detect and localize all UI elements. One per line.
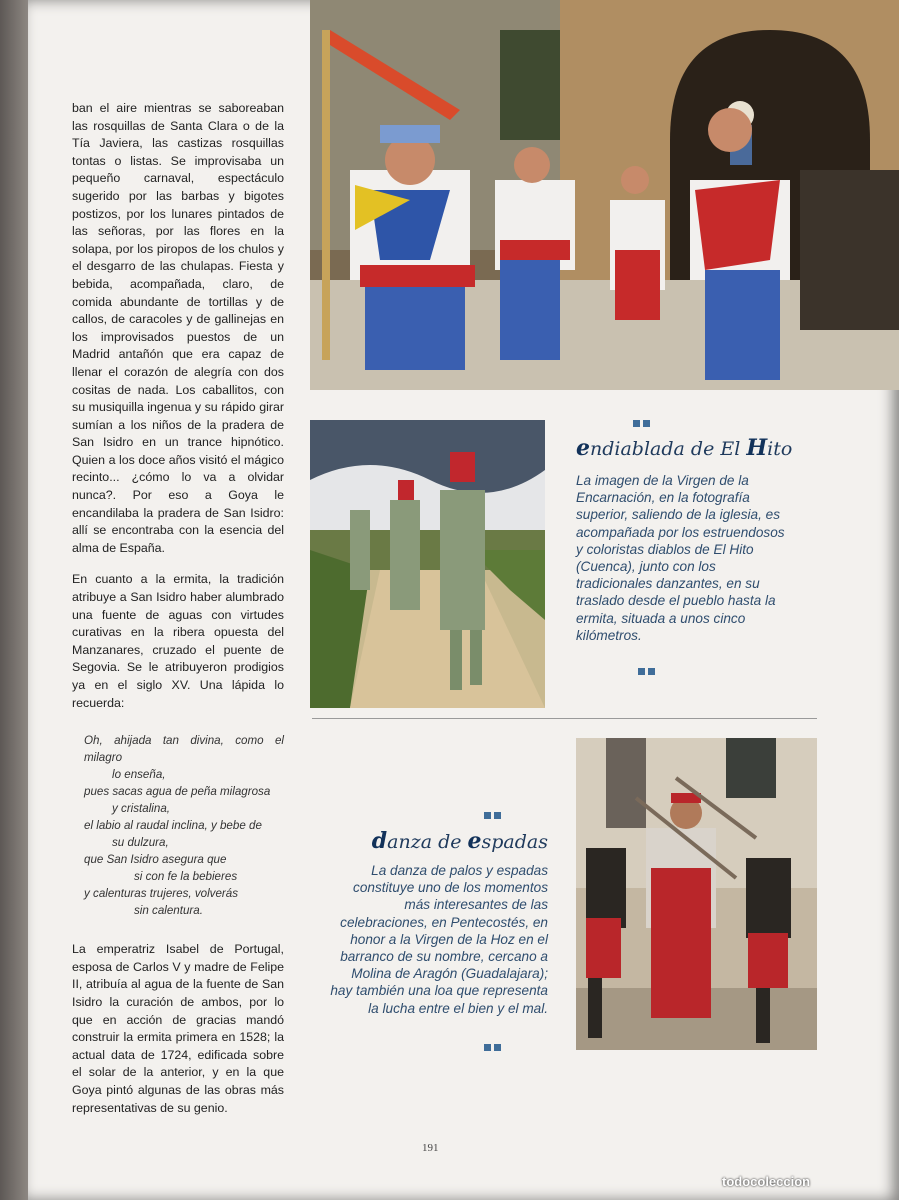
caption1-marker-bottom [638, 668, 655, 675]
poem [84, 732, 284, 919]
caption1-heading-initial: e [576, 435, 590, 461]
paragraph-3: La emperatriz Isabel de Portugal, esposa de Carlos V y madre de Felipe II, atribuía al agua de la fuente de San Isidro la curación de ambos, por lo que en acción de gracias mandó construir la ermita primera en 1528; la actual data de 1724, edificada sobre el solar de la anterior, y en la que Goya pintó algunas de las obras más representativas de su genio. [72, 942, 284, 1115]
left-column [72, 100, 284, 1131]
photo-diablos [310, 420, 545, 708]
photo-procession-art [310, 0, 899, 390]
caption2-heading-text: anza de [387, 831, 468, 853]
poem-line: lo enseña, [112, 768, 166, 782]
book-gutter [0, 0, 28, 1200]
caption1-heading [576, 435, 836, 461]
photo-diablos-art [310, 420, 545, 708]
caption2-marker-bottom [484, 1044, 501, 1051]
caption2-heading-initial: d [371, 828, 388, 854]
poem-line: y calenturas trujeres, volverás [84, 887, 239, 901]
caption1-heading-initial2: H [746, 435, 768, 461]
poem-line: sin calentura. [134, 904, 203, 918]
poem-line: y cristalina, [112, 802, 170, 816]
caption1-body: La imagen de la Virgen de la Encarnación, en la fotografía superior, saliendo de la iglesia, es acompañada por los estruendosos y coloristas diablos de El Hito (Cuenca), junto con los tradicionales danzantes, en su traslado desde el pueblo hasta la ermita, situada a unos cinco kilómetros. [576, 473, 785, 643]
page-number: 191 [422, 1142, 439, 1154]
paragraph-1: ban el aire mientras se saboreaban las rosquillas de Santa Clara o de la Tía Javiera, las castizas rosquillas tontas o listas. Se improvisaba un pequeño carnaval, espectáculo sugerido por las barbas y bigotes postizos, por los lunares pintados de las señoras, por las flores en la solapa, por los piropos de los chulos y el desgarro de las chulapas. Fiesta y bebida, acompañada, claro, de comida abundante de tortillas y de callos, de caracoles y de gallinejas en los improvisados puestos de un Madrid antañón que era capaz de llenar el corazón de alegría con dos cositas de nada. Los caballitos, con su musiquilla ingenua y su rápido girar sumían a los niños de la pradera de San Isidro en un trance hipnótico. Quien a los doce años visitó el mágico recinto... ¿cómo lo va a olvidar nunca?. Por eso a Goya le encandilaba la pradera de San Isidro: allí se encontraba con la esencia del alma de España. [72, 101, 284, 555]
caption2-marker-top [484, 812, 501, 819]
caption2-heading-initial2: e [467, 828, 482, 854]
photo-danza-espadas-art [576, 738, 817, 1050]
poem-line: Oh, ahijada tan divina, como el milagro [84, 734, 284, 765]
photo-danza-espadas [576, 738, 817, 1050]
poem-line: su dulzura, [112, 836, 169, 850]
caption1-heading-text: ndiablada de El [590, 438, 747, 460]
caption2-heading [330, 828, 548, 854]
photo-procession [310, 0, 899, 390]
caption2-heading-text2: spadas [481, 831, 548, 853]
poem-line: si con fe la bebieres [134, 870, 238, 884]
poem-line: pues sacas agua de peña milagrosa [84, 785, 271, 799]
poem-line: el labio al raudal inclina, y bebe de [84, 819, 262, 833]
caption1-heading-text2: ito [767, 438, 793, 460]
section-divider [312, 718, 817, 719]
caption1-marker-top [633, 420, 650, 427]
poem-line: que San Isidro asegura que [84, 853, 227, 867]
caption2-body: La danza de palos y espadas constituye uno de los momentos más interesantes de las celebraciones, en Pentecostés, en honor a la Virgen de la Hoz en el barranco de su nombre, cercano a Molina de Aragón (Guadalajara); hay también una loa que representa la lucha entre el bien y el mal. [330, 863, 548, 1016]
watermark: todocoleccion [722, 1174, 811, 1189]
paragraph-2: En cuanto a la ermita, la tradición atribuye a San Isidro haber alumbrado una fuente de aguas con virtudes curativas en la ribera opuesta del Manzanares, cruzado el puente de Segovia. Se le atribuyeron prodigios ya en el siglo XV. Una lápida lo recuerda: [72, 572, 284, 710]
